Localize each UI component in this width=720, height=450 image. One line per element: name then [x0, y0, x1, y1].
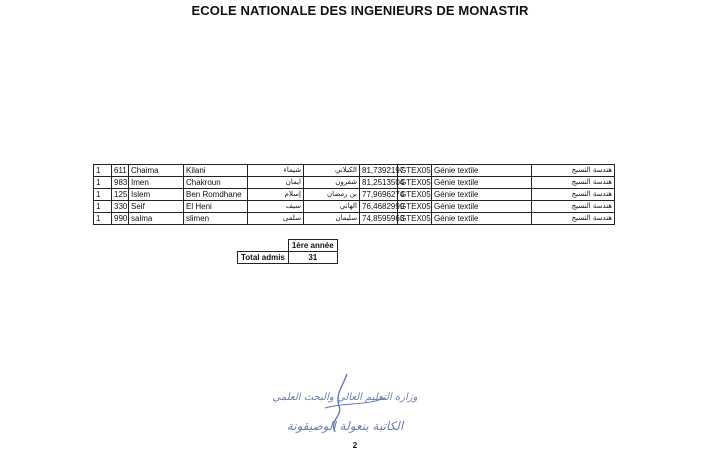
cell-score: 81,2513504 [360, 177, 398, 189]
cell-num: 611 [112, 165, 129, 177]
summary-header-row [238, 240, 338, 252]
page-number: 2 [352, 441, 358, 450]
cell-speciality: Génie textile [432, 177, 532, 189]
cell-last-ar: الهاني [304, 201, 360, 213]
cell-last: Chakroun [184, 177, 248, 189]
table-row [94, 201, 615, 213]
cell-first: Imen [129, 177, 184, 189]
document-title: ECOLE NATIONALE DES INGENIEURS DE MONASTIR [191, 3, 529, 18]
cell-score: 74,8595963 [360, 213, 398, 225]
cell-num: 125 [112, 189, 129, 201]
cell-first: Seif [129, 201, 184, 213]
summary-table [237, 239, 338, 264]
cell-first: Islem [129, 189, 184, 201]
cell-speciality-ar: هندسة النسيج [532, 177, 615, 189]
cell-last: slimen [184, 213, 248, 225]
results-table-body [94, 165, 615, 225]
cell-code: GTEX05 [398, 165, 432, 177]
cell-first: Chaima [129, 165, 184, 177]
total-label: Total admis [238, 252, 289, 264]
table-row [94, 213, 615, 225]
cell-code: GTEX05 [398, 213, 432, 225]
cell-last-ar: بن رمضان [304, 189, 360, 201]
ministry-stamp [265, 372, 425, 440]
cell-speciality: Génie textile [432, 165, 532, 177]
cell-code: GTEX05 [398, 189, 432, 201]
cell-last: Kilani [184, 165, 248, 177]
table-row [94, 189, 615, 201]
cell-num: 330 [112, 201, 129, 213]
cell-speciality-ar: هندسة النسيج [532, 213, 615, 225]
cell-speciality-ar: هندسة النسيج [532, 189, 615, 201]
cell-speciality: Génie textile [432, 213, 532, 225]
year-header: 1ère année [288, 240, 337, 252]
summary-blank-cell [238, 240, 289, 252]
cell-first-ar: إسلام [248, 189, 304, 201]
total-value: 31 [288, 252, 337, 264]
cell-first-ar: سلمى [248, 213, 304, 225]
cell-last: El Heni [184, 201, 248, 213]
cell-num: 990 [112, 213, 129, 225]
cell-col1: 1 [94, 201, 112, 213]
cell-col1: 1 [94, 177, 112, 189]
cell-col1: 1 [94, 165, 112, 177]
cell-speciality-ar: هندسة النسيج [532, 201, 615, 213]
summary-total-row [238, 252, 338, 264]
cell-score: 81,7392197 [360, 165, 398, 177]
cell-first: salma [129, 213, 184, 225]
cell-score: 77,9696274 [360, 189, 398, 201]
cell-last: Ben Romdhane [184, 189, 248, 201]
table-row [94, 165, 615, 177]
cell-speciality: Génie textile [432, 189, 532, 201]
cell-code: GTEX05 [398, 177, 432, 189]
cell-num: 983 [112, 177, 129, 189]
cell-first-ar: سيف [248, 201, 304, 213]
table-row [94, 177, 615, 189]
cell-last-ar: سليمان [304, 213, 360, 225]
cell-col1: 1 [94, 213, 112, 225]
stamp-line-2: الكاتبة بنعولة الوصيقونة [286, 419, 404, 433]
stamp-line-1: وزارة التعليم العالي والبحث العلمي [272, 392, 418, 403]
cell-speciality: Génie textile [432, 201, 532, 213]
cell-last-ar: شقرون [304, 177, 360, 189]
cell-score: 76,4682999 [360, 201, 398, 213]
results-table [93, 164, 615, 225]
cell-first-ar: ايمان [248, 177, 304, 189]
cell-col1: 1 [94, 189, 112, 201]
cell-code: GTEX05 [398, 201, 432, 213]
cell-last-ar: الكيلاني [304, 165, 360, 177]
cell-speciality-ar: هندسة النسيج [532, 165, 615, 177]
cell-first-ar: شيماء [248, 165, 304, 177]
